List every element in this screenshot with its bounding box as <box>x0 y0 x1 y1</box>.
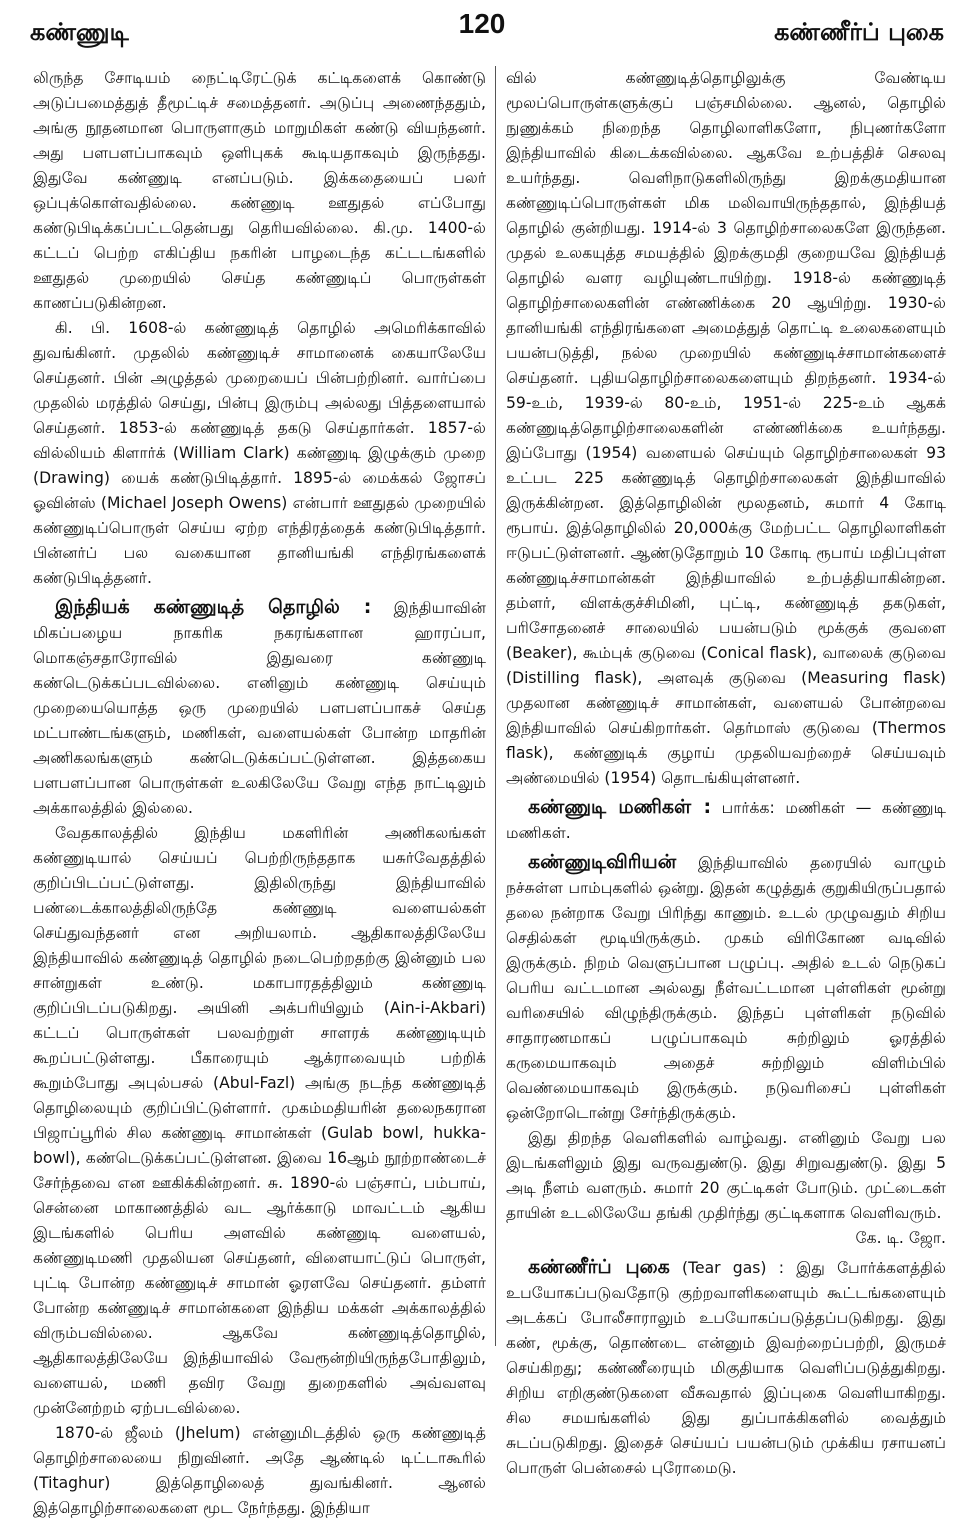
paragraph: 1870-ல் ஜீலம் (Jhelum) என்னுமிடத்தில் ஒரு கண்ணுடித் தொழிற்சாலையை நிறுவினர். அதே ஆண்டில் டிட்டாகூரில் (Titaghur) இத்தொழிலைத் துவங்கினர். ஆனல் இத்தொழிற்சாலைகளை மூட நேர்ந்தது. இந்தியா <box>33 1424 486 1517</box>
section-paragraph <box>33 595 486 821</box>
entry-paragraph <box>506 1255 946 1481</box>
entry-paragraph <box>506 850 946 1126</box>
entry-text: இது போர்க்களத்தில் உபயோகப்படுவதோடு குற்றவாளிகளையும் கூட்டங்களையும் அடக்கப் போலீசாராலும் உபயோகப்படுத்தப்படுகிறது. இது கண், மூக்கு, தொண்டை என்னும் இவற்றைப்பற்றி, இருமச் செய்கிறது; கண்ணீரையும் மிகுதியாக வெளிப்படுத்துகிறது. சிறிய எறிகுண்டுகளை வீசுவதால் இப்புகை வெளியாகிறது. சில சமயங்களில் இது துப்பாக்கிகளில் வைத்தும் சுடப்படுகிறது. இதைச் செய்யப் பயன்படும் முக்கிய ரசாயனப் பொருள் பென்சைல் புரோமைடு. <box>506 1259 946 1477</box>
entry-paragraph <box>506 795 946 846</box>
entry-heading: கண்ணுடிவிரியன் <box>528 851 677 873</box>
entry-heading-english: (Tear gas) : <box>682 1259 784 1277</box>
paragraph: இது திறந்த வெளிகளில் வாழ்வது. எனினும் வேறு பல இடங்களிலும் இது வருவதுண்டு. இது சிறுவதுண்டு. இது 5 அடி நீளம் வளரும். சுமார் 20 குட்டிகள் போடும். முட்டைகள் தாயின் உடலிலேயே தங்கி முதிர்ந்து குட்டிகளாக வெளிவரும். <box>506 1129 946 1222</box>
entry-text: பார்க்க: மணிகள் — கண்ணுடி மணிகள். <box>506 799 946 842</box>
section-heading: இந்தியக் கண்ணுடித் தொழில் : <box>55 596 372 618</box>
paragraph: கி. பி. 1608-ல் கண்ணுடித் தொழில் அமெரிக்காவில் துவங்கினர். முதலில் கண்ணுடிச் சாமானைக் கையாலேயே செய்தனர். பின் அழுத்தல் முறையைப் பின்பற்றினர். வார்ப்பை முதலில் மரத்தில் செய்து, பின்பு இரும்பு அல்லது பித்தளையால் செய்தனர். 1853-ல் கண்ணுடித் தகடு செய்தார்கள். 1857-ல் வில்லியம் கிளார்க் (William Clark) கண்ணுடி இழுக்கும் முறை (Drawing) யைக் கண்டுபிடித்தார். 1895-ல் மைக்கல் ஜோசப் ஓவின்ஸ் (Michael Joseph Owens) என்பார் ஊதுதல் முறையில் கண்ணுடிப்பொருள் செய்ய ஏற்ற எந்திரத்தைக் கண்டுபிடித்தார். பின்னர்ப் பல வகையான தானியங்கி எந்திரங்களைக் கண்டுபிடித்தனர். <box>33 319 486 587</box>
running-head-left: கண்ணுடி <box>30 18 129 46</box>
left-column <box>33 66 486 1517</box>
entry-heading: கண்ணீர்ப் புகை <box>528 1256 670 1278</box>
paragraph: வில் கண்ணுடித்தொழிலுக்கு வேண்டிய மூலப்பொருள்களுக்குப் பஞ்சமில்லை. ஆனல், தொழில் நுணுக்கம் நிறைந்த தொழிலாளிகளோ, நிபுணர்களோ இந்தியாவில் கிடைக்கவில்லை. ஆகவே உற்பத்திச் செலவு உயர்ந்தது. வெளிநாடுகளிலிருந்து இறக்குமதியான கண்ணுடிப்பொருள்கள் மிக மலிவாயிருந்ததால், இந்தியத் தொழில் குன்றியது. 1914-ல் 3 தொழிற்சாலைகளே இருந்தன. முதல் உலகயுத்த சமயத்தில் இறக்குமதி குறையவே இந்தியத் தொழில் வளர வழியுண்டாயிற்று. 1918-ல் கண்ணுடித் தொழிற்சாலைகளின் எண்ணிக்கை 20 ஆயிற்று. 1930-ல் தானியங்கி எந்திரங்களை அமைத்துத் தொட்டி உலைகளையும் பயன்படுத்தி, நல்ல முறையில் கண்ணுடிச்சாமான்களைச் செய்தனர். புதியதொழிற்சாலைகளையும் திறந்தனர். 1934-ல் 59-உம், 1939-ல் 80-உம், 1951-ல் 225-உம் ஆகக் கண்ணுடித்தொழிற்சாலைகளின் எண்ணிக்கை உயர்ந்தது. இப்போது (1954) வளையல் செய்யும் தொழிற்சாலைகள் 93 உட்பட 225 கண்ணுடித் தொழிற்சாலைகள் இந்தியாவில் இருக்கின்றன. இத்தொழிலின் மூலதனம், சுமார் 4 கோடி ரூபாய். இத்தொழிலில் 20,000க்கு மேற்பட்ட தொழிலாளிகள் ஈடுபட்டுள்ளனர். ஆண்டுதோறும் 10 கோடி ரூபாய் மதிப்புள்ள கண்ணுடிச்சாமான்கள் இந்தியாவில் உற்பத்தியாகின்றன. தம்ளர், விளக்குச்சிமினி, புட்டி, கண்ணுடித் தகடுகள், பரிசோதனைச் சாலையில் பயன்படும் மூக்குக் குவளை (Beaker), கூம்புக் குடுவை (Conical flask), வாலைக் குடுவை (Distilling flask), அளவுக் குடுவை (Measuring flask) முதலான கண்ணுடிச் சாமான்கள், வளையல் போன்றவை இந்தியாவில் செய்கிறார்கள். தெர்மாஸ் குடுவை (Thermos flask), கண்ணுடிக் குழாய் முதலியவற்றைச் செய்யவும் அண்மையில் (1954) தொடங்கியுள்ளனர். <box>506 69 946 787</box>
entry-text: இந்தியாவில் தரையில் வாழும் நச்சுள்ள பாம்புகளில் ஒன்று. இதன் கழுத்துக் குறுகியிருப்பதால் தலை நன்றாக வேறு பிரிந்து காணும். உடல் முழுவதும் சிறிய செதில்கள் மூடியிருக்கும். முகம் விரிகோண வடிவில் இருக்கும். நிறம் வெளுப்பான பழுப்பு. அதில் உடல் நெடுகப் பெரிய வட்டமான அல்லது நீள்வட்டமான புள்ளிகள் மூன்று வரிசையில் விழுந்திருக்கும். இந்தப் புள்ளிகள் நடுவில் சாதாரணமாகப் பழுப்பாகவும் சுற்றிலும் ஓரத்தில் கருமையாகவும் அதைச் சுற்றிலும் விளிம்பில் வெண்மையாகவும் இருக்கும். நடுவரிசைப் புள்ளிகள் ஒன்றோடொன்று சேர்ந்திருக்கும். <box>506 854 946 1122</box>
running-head-right: கண்ணீர்ப் புகை <box>774 18 944 46</box>
paragraph: லிருந்த சோடியம் நைட்டிரேட்டுக் கட்டிகளைக் கொண்டு அடுப்பமைத்துத் தீமூட்டிச் சமைத்தனர். அடுப்பு அணைந்ததும், அங்கு நூதனமான பொருளாகும் மாறுமிகள் கண்டு வியந்தனர். அது பளபளப்பாகவும் ஒளிபுகக் கூடியதாகவும் இருந்தது. இதுவே கண்ணுடி எனப்படும். இக்கதையைப் பலர் ஒப்புக்கொள்வதில்லை. கண்ணுடி ஊதுதல் எப்போது கண்டுபிடிக்கப்பட்டதென்பது தெரியவில்லை. கி.மு. 1400-ல் கட்டப் பெற்ற எகிப்திய நகரின் பாழடைந்த கட்டடங்களில் ஊதுதல் முறையில் செய்த கண்ணுடிப் பொருள்கள் காணப்படுகின்றன. <box>33 69 486 312</box>
page-number: 120 <box>458 8 506 39</box>
paragraph: வேதகாலத்தில் இந்திய மகளிரின் அணிகலங்கள் கண்ணுடியால் செய்யப் பெற்றிருந்ததாக யசுர்வேதத்தில் குறிப்பிடப்பட்டுள்ளது. இதிலிருந்து இந்தியாவில் பண்டைக்காலத்திலிருந்தே கண்ணுடி வளையல்கள் செய்துவந்தனர் என அறியலாம். ஆதிகாலத்திலேயே இந்தியாவில் கண்ணுடித் தொழில் நடைபெற்றதற்கு இன்னும் பல சான்றுகள் உண்டு. மகாபாரதத்திலும் கண்ணுடி குறிப்பிடப்படுகிறது. அயினி அக்பரியிலும் (Ain-i-Akbari) கட்டப் பொருள்கள் பலவற்றுள் சாளரக் கண்ணுடியும் கூறப்பட்டுள்ளது. பீகாரையும் ஆக்ராவையும் பற்றிக் கூறும்போது அபுல்பசல் (Abul-Fazl) அங்கு நடந்த கண்ணுடித் தொழிலையும் குறிப்பிட்டுள்ளார். முகம்மதியரின் தலைநகரான பிஜாப்பூரில் சில கண்ணுடி சாமான்கள் (Gulab bowl, hukka-bowl), கண்டெடுக்கப்பட்டுள்ளன. இவை 16ஆம் நூற்றாண்டைச் சேர்ந்தவை என ஊகிக்கின்றனர். சு. 1890-ல் பஞ்சாப், பம்பாய், சென்னை மாகாணத்தில் வட ஆர்க்காடு மாவட்டம் ஆகிய இடங்களில் பெரிய அளவில் கண்ணுடி வளையல், கண்ணுடிமணி முதலியன செய்தனர், விளையாட்டுப் பொருள், புட்டி போன்ற கண்ணுடிச் சாமான் ஓரளவே செய்தனர். தம்ளர் போன்ற கண்ணுடிச் சாமான்களை இந்திய மக்கள் அக்காலத்தில் விரும்பவில்லை. ஆகவே கண்ணுடித்தொழில், ஆதிகாலத்திலேயே இந்தியாவில் வேரூன்றியிருந்தபோதிலும், வளையல், மணி தவிர வேறு துறைகளில் அவ்வளவு முன்னேற்றம் ஏற்படவில்லை. <box>33 824 486 1417</box>
page-header <box>0 0 964 64</box>
column-divider <box>495 66 496 1346</box>
paragraph-text: இந்தியாவின் மிகப்பழைய நாகரிக நகரங்களான ஹாரப்பா, மொகஞ்சதாரோவில் இதுவரை கண்ணுடி கண்டெடுக்கப்படவில்லை. எனினும் கண்ணுடி செய்யும் முறையையொத்த ஒரு முறையில் பளபளப்பாகச் செய்த மட்பாண்டங்களும், மணிகள், வளையல்கள் போன்ற மாதரின் அணிகலங்களும் கண்டெடுக்கப்பட்டுள்ளன. இத்தகைய பளபளப்பான பொருள்கள் உலகிலேயே வேறு எந்த நாட்டிலும் அக்காலத்தில் இல்லை. <box>33 599 486 817</box>
entry-heading: கண்ணுடி மணிகள் : <box>528 796 712 818</box>
author-initials: கே. டி. ஜோ. <box>855 1229 946 1247</box>
right-column <box>506 66 946 1477</box>
